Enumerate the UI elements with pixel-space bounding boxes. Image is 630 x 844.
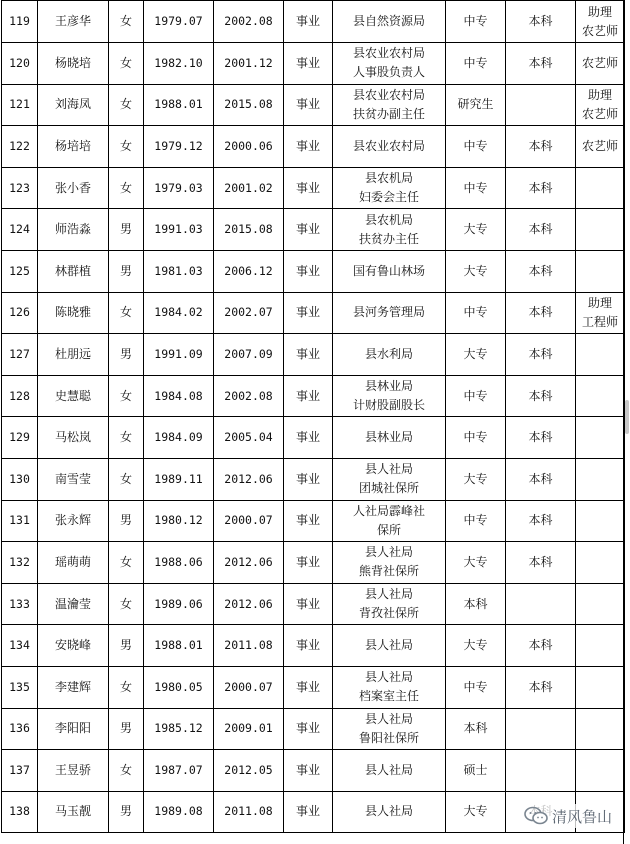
staff-type-cell: 事业 <box>284 542 333 584</box>
title-cell: 农艺师 <box>576 43 625 85</box>
title-cell <box>576 750 625 792</box>
work-unit-cell: 县人社局 团城社保所 <box>333 458 446 500</box>
name-cell: 林群植 <box>38 250 109 292</box>
work-start-date-cell: 2006.12 <box>214 250 284 292</box>
staff-type-cell: 事业 <box>284 500 333 542</box>
staff-type-cell: 事业 <box>284 708 333 750</box>
gender-cell: 男 <box>109 625 144 667</box>
watermark <box>520 804 616 828</box>
staff-type-cell: 事业 <box>284 625 333 667</box>
name-cell: 张永辉 <box>38 500 109 542</box>
initial-education-cell: 中专 <box>446 43 506 85</box>
work-start-date-cell: 2012.06 <box>214 542 284 584</box>
current-education-cell: 本科 <box>506 375 576 417</box>
watermark-text: 清风鲁山 <box>552 807 613 826</box>
table-row <box>2 375 625 417</box>
work-unit-cell: 县农业农村局 扶贫办副主任 <box>333 84 446 126</box>
work-start-date-cell: 2000.07 <box>214 500 284 542</box>
gender-cell: 女 <box>109 84 144 126</box>
staff-type-cell: 事业 <box>284 126 333 168</box>
staff-type-cell: 事业 <box>284 750 333 792</box>
title-cell <box>576 666 625 708</box>
initial-education-cell: 中专 <box>446 1 506 43</box>
current-education-cell: 本科 <box>506 43 576 85</box>
title-cell <box>576 167 625 209</box>
table-row <box>2 625 625 667</box>
gender-cell: 女 <box>109 126 144 168</box>
gender-cell: 女 <box>109 375 144 417</box>
birth-date-cell: 1979.03 <box>144 167 214 209</box>
name-cell: 杨培培 <box>38 126 109 168</box>
name-cell: 马玉靓 <box>38 791 109 833</box>
staff-type-cell: 事业 <box>284 167 333 209</box>
seq-no-cell: 130 <box>2 458 38 500</box>
work-start-date-cell: 2012.05 <box>214 750 284 792</box>
work-unit-cell: 县河务管理局 <box>333 292 446 334</box>
initial-education-cell: 大专 <box>446 209 506 251</box>
table-right-edge <box>623 0 624 844</box>
table-row <box>2 126 625 168</box>
title-cell <box>576 417 625 459</box>
work-unit-cell: 县水利局 <box>333 334 446 376</box>
birth-date-cell: 1981.03 <box>144 250 214 292</box>
current-education-cell: 本科 <box>506 209 576 251</box>
initial-education-cell: 本科 <box>446 583 506 625</box>
current-education-cell: 本科 <box>506 292 576 334</box>
name-cell: 师浩淼 <box>38 209 109 251</box>
birth-date-cell: 1984.02 <box>144 292 214 334</box>
title-cell: 助理 农艺师 <box>576 84 625 126</box>
work-unit-cell: 县人社局 <box>333 791 446 833</box>
seq-no-cell: 133 <box>2 583 38 625</box>
seq-no-cell: 137 <box>2 750 38 792</box>
gender-cell: 男 <box>109 250 144 292</box>
birth-date-cell: 1988.06 <box>144 542 214 584</box>
table-row <box>2 708 625 750</box>
work-start-date-cell: 2012.06 <box>214 458 284 500</box>
name-cell: 王彦华 <box>38 1 109 43</box>
current-education-cell: 本科 <box>506 625 576 667</box>
work-unit-cell: 县林业局 计财股副股长 <box>333 375 446 417</box>
work-start-date-cell: 2000.06 <box>214 126 284 168</box>
title-cell <box>576 375 625 417</box>
initial-education-cell: 本科 <box>446 708 506 750</box>
title-cell <box>576 334 625 376</box>
work-unit-cell: 县人社局 熊背社保所 <box>333 542 446 584</box>
name-cell: 杨晓培 <box>38 43 109 85</box>
work-start-date-cell: 2015.08 <box>214 84 284 126</box>
table-row <box>2 666 625 708</box>
seq-no-cell: 128 <box>2 375 38 417</box>
work-start-date-cell: 2002.08 <box>214 1 284 43</box>
table-row <box>2 1 625 43</box>
table-row <box>2 542 625 584</box>
work-start-date-cell: 2011.08 <box>214 625 284 667</box>
gender-cell: 男 <box>109 500 144 542</box>
gender-cell: 男 <box>109 334 144 376</box>
staff-type-cell: 事业 <box>284 209 333 251</box>
staff-type-cell: 事业 <box>284 292 333 334</box>
initial-education-cell: 中专 <box>446 500 506 542</box>
name-cell: 王昱骄 <box>38 750 109 792</box>
table-row <box>2 500 625 542</box>
name-cell: 李阳阳 <box>38 708 109 750</box>
initial-education-cell: 大专 <box>446 334 506 376</box>
title-cell <box>576 625 625 667</box>
name-cell: 安晓峰 <box>38 625 109 667</box>
work-unit-cell: 国有鲁山林场 <box>333 250 446 292</box>
name-cell: 张小香 <box>38 167 109 209</box>
title-cell: 助理 工程师 <box>576 292 625 334</box>
work-start-date-cell: 2015.08 <box>214 209 284 251</box>
current-education-cell: 本科 <box>506 167 576 209</box>
initial-education-cell: 研究生 <box>446 84 506 126</box>
current-education-cell <box>506 708 576 750</box>
name-cell: 瑶萌萌 <box>38 542 109 584</box>
staff-type-cell: 事业 <box>284 375 333 417</box>
work-start-date-cell: 2005.04 <box>214 417 284 459</box>
gender-cell: 女 <box>109 666 144 708</box>
staff-type-cell: 事业 <box>284 43 333 85</box>
gender-cell: 男 <box>109 209 144 251</box>
gender-cell: 女 <box>109 167 144 209</box>
current-education-cell: 本科 <box>506 542 576 584</box>
wechat-icon <box>524 806 548 826</box>
birth-date-cell: 1988.01 <box>144 625 214 667</box>
initial-education-cell: 大专 <box>446 458 506 500</box>
title-cell <box>576 250 625 292</box>
seq-no-cell: 122 <box>2 126 38 168</box>
gender-cell: 女 <box>109 458 144 500</box>
work-start-date-cell: 2009.01 <box>214 708 284 750</box>
gender-cell: 女 <box>109 417 144 459</box>
initial-education-cell: 中专 <box>446 292 506 334</box>
title-cell <box>576 500 625 542</box>
title-cell <box>576 458 625 500</box>
seq-no-cell: 123 <box>2 167 38 209</box>
table-row <box>2 458 625 500</box>
current-education-cell: 本科 <box>506 666 576 708</box>
work-start-date-cell: 2011.08 <box>214 791 284 833</box>
work-start-date-cell: 2002.08 <box>214 375 284 417</box>
table-row <box>2 167 625 209</box>
work-unit-cell: 县农机局 扶贫办主任 <box>333 209 446 251</box>
seq-no-cell: 119 <box>2 1 38 43</box>
current-education-cell: 本科 <box>506 458 576 500</box>
seq-no-cell: 127 <box>2 334 38 376</box>
staff-type-cell: 事业 <box>284 666 333 708</box>
work-start-date-cell: 2001.02 <box>214 167 284 209</box>
title-cell <box>576 583 625 625</box>
initial-education-cell: 中专 <box>446 666 506 708</box>
table-row <box>2 417 625 459</box>
current-education-cell: 本科 <box>506 126 576 168</box>
initial-education-cell: 大专 <box>446 250 506 292</box>
current-education-cell <box>506 583 576 625</box>
current-education-cell: 本科 <box>506 417 576 459</box>
initial-education-cell: 大专 <box>446 625 506 667</box>
scrollbar-thumb[interactable] <box>625 400 629 434</box>
title-cell <box>576 542 625 584</box>
birth-date-cell: 1979.12 <box>144 126 214 168</box>
table-row <box>2 750 625 792</box>
title-cell <box>576 708 625 750</box>
gender-cell: 男 <box>109 791 144 833</box>
work-unit-cell: 县人社局 <box>333 750 446 792</box>
gender-cell: 女 <box>109 583 144 625</box>
birth-date-cell: 1985.12 <box>144 708 214 750</box>
current-education-cell: 本科 <box>506 250 576 292</box>
seq-no-cell: 126 <box>2 292 38 334</box>
gender-cell: 女 <box>109 1 144 43</box>
work-start-date-cell: 2007.09 <box>214 334 284 376</box>
work-unit-cell: 县自然资源局 <box>333 1 446 43</box>
seq-no-cell: 138 <box>2 791 38 833</box>
initial-education-cell: 中专 <box>446 167 506 209</box>
gender-cell: 女 <box>109 43 144 85</box>
birth-date-cell: 1989.11 <box>144 458 214 500</box>
seq-no-cell: 134 <box>2 625 38 667</box>
current-education-cell: 本科 <box>506 1 576 43</box>
seq-no-cell: 124 <box>2 209 38 251</box>
gender-cell: 女 <box>109 292 144 334</box>
name-cell: 杜朋远 <box>38 334 109 376</box>
current-education-cell <box>506 750 576 792</box>
initial-education-cell: 大专 <box>446 542 506 584</box>
table-row <box>2 250 625 292</box>
birth-date-cell: 1984.08 <box>144 375 214 417</box>
birth-date-cell: 1979.07 <box>144 1 214 43</box>
seq-no-cell: 135 <box>2 666 38 708</box>
table-row <box>2 583 625 625</box>
birth-date-cell: 1984.09 <box>144 417 214 459</box>
current-education-cell <box>506 84 576 126</box>
name-cell: 南雪莹 <box>38 458 109 500</box>
birth-date-cell: 1980.12 <box>144 500 214 542</box>
work-unit-cell: 县人社局 <box>333 625 446 667</box>
title-cell: 农艺师 <box>576 126 625 168</box>
initial-education-cell: 中专 <box>446 375 506 417</box>
gender-cell: 女 <box>109 542 144 584</box>
staff-type-cell: 事业 <box>284 334 333 376</box>
table-row <box>2 334 625 376</box>
birth-date-cell: 1989.08 <box>144 791 214 833</box>
birth-date-cell: 1991.09 <box>144 334 214 376</box>
work-start-date-cell: 2012.06 <box>214 583 284 625</box>
work-unit-cell: 县人社局 档案室主任 <box>333 666 446 708</box>
title-cell <box>576 209 625 251</box>
initial-education-cell: 硕士 <box>446 750 506 792</box>
seq-no-cell: 121 <box>2 84 38 126</box>
birth-date-cell: 1980.05 <box>144 666 214 708</box>
seq-no-cell: 132 <box>2 542 38 584</box>
current-education-cell: 本科 <box>506 500 576 542</box>
name-cell: 陈晓雅 <box>38 292 109 334</box>
initial-education-cell: 中专 <box>446 417 506 459</box>
seq-no-cell: 129 <box>2 417 38 459</box>
table-row <box>2 84 625 126</box>
work-unit-cell: 人社局霹峰社 保所 <box>333 500 446 542</box>
table-row <box>2 209 625 251</box>
staff-type-cell: 事业 <box>284 583 333 625</box>
work-start-date-cell: 2001.12 <box>214 43 284 85</box>
staff-type-cell: 事业 <box>284 1 333 43</box>
personnel-table <box>1 0 625 833</box>
work-unit-cell: 县人社局 鲁阳社保所 <box>333 708 446 750</box>
staff-type-cell: 事业 <box>284 791 333 833</box>
current-education-cell: 本科 <box>506 334 576 376</box>
work-unit-cell: 县农机局 妇委会主任 <box>333 167 446 209</box>
staff-type-cell: 事业 <box>284 417 333 459</box>
work-start-date-cell: 2002.07 <box>214 292 284 334</box>
birth-date-cell: 1989.06 <box>144 583 214 625</box>
birth-date-cell: 1987.07 <box>144 750 214 792</box>
work-start-date-cell: 2000.07 <box>214 666 284 708</box>
name-cell: 史慧聪 <box>38 375 109 417</box>
table-row <box>2 292 625 334</box>
work-unit-cell: 县农业农村局 人事股负责人 <box>333 43 446 85</box>
title-cell: 助理 农艺师 <box>576 1 625 43</box>
birth-date-cell: 1982.10 <box>144 43 214 85</box>
gender-cell: 女 <box>109 750 144 792</box>
birth-date-cell: 1988.01 <box>144 84 214 126</box>
name-cell: 马松岚 <box>38 417 109 459</box>
seq-no-cell: 120 <box>2 43 38 85</box>
seq-no-cell: 131 <box>2 500 38 542</box>
initial-education-cell: 中专 <box>446 126 506 168</box>
gender-cell: 男 <box>109 708 144 750</box>
staff-type-cell: 事业 <box>284 250 333 292</box>
name-cell: 李建辉 <box>38 666 109 708</box>
work-unit-cell: 县林业局 <box>333 417 446 459</box>
initial-education-cell: 大专 <box>446 791 506 833</box>
name-cell: 刘海凤 <box>38 84 109 126</box>
seq-no-cell: 136 <box>2 708 38 750</box>
birth-date-cell: 1991.03 <box>144 209 214 251</box>
staff-type-cell: 事业 <box>284 458 333 500</box>
table-row <box>2 43 625 85</box>
seq-no-cell: 125 <box>2 250 38 292</box>
name-cell: 温瀹莹 <box>38 583 109 625</box>
work-unit-cell: 县人社局 背孜社保所 <box>333 583 446 625</box>
staff-type-cell: 事业 <box>284 84 333 126</box>
work-unit-cell: 县农业农村局 <box>333 126 446 168</box>
